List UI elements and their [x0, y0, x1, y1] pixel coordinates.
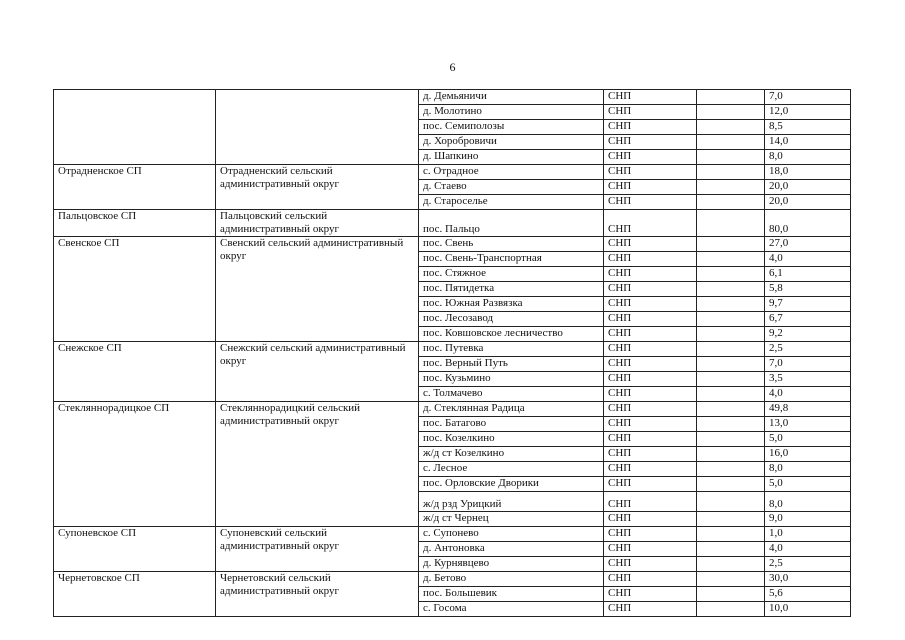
table-row [54, 402, 851, 417]
type-cell: СНП [604, 312, 697, 327]
district-cell: Чернетовский сельский административный округ [216, 572, 419, 617]
value-cell: 8,0 [765, 492, 851, 512]
table-row [54, 210, 851, 237]
table-row [54, 572, 851, 587]
empty-cell [697, 282, 765, 297]
value-cell: 49,8 [765, 402, 851, 417]
type-cell: СНП [604, 210, 697, 237]
type-cell: СНП [604, 252, 697, 267]
type-cell: СНП [604, 180, 697, 195]
settlement-cell: с. Госома [419, 602, 604, 617]
municipality-cell: Пальцовское СП [54, 210, 216, 237]
empty-cell [697, 342, 765, 357]
value-cell: 3,5 [765, 372, 851, 387]
empty-cell [697, 195, 765, 210]
district-cell: Отрадненский сельский административный округ [216, 165, 419, 210]
settlement-cell: пос. Орловские Дворики [419, 477, 604, 492]
empty-cell [697, 180, 765, 195]
empty-cell [697, 512, 765, 527]
type-cell: СНП [604, 120, 697, 135]
settlement-cell: д. Шапкино [419, 150, 604, 165]
type-cell: СНП [604, 327, 697, 342]
settlement-cell: пос. Свень [419, 237, 604, 252]
settlement-cell: пос. Большевик [419, 587, 604, 602]
empty-cell [697, 557, 765, 572]
settlement-cell: пос. Пальцо [419, 210, 604, 237]
value-cell: 4,0 [765, 542, 851, 557]
empty-cell [697, 477, 765, 492]
type-cell: СНП [604, 357, 697, 372]
empty-cell [697, 237, 765, 252]
settlement-cell: д. Антоновка [419, 542, 604, 557]
type-cell: СНП [604, 527, 697, 542]
type-cell: СНП [604, 297, 697, 312]
value-cell: 20,0 [765, 180, 851, 195]
type-cell: СНП [604, 572, 697, 587]
settlement-cell: пос. Стяжное [419, 267, 604, 282]
empty-cell [697, 462, 765, 477]
page-number: 6 [449, 60, 456, 74]
value-cell: 4,0 [765, 387, 851, 402]
settlement-cell: д. Староселье [419, 195, 604, 210]
value-cell: 2,5 [765, 342, 851, 357]
empty-cell [697, 417, 765, 432]
settlement-cell: пос. Путевка [419, 342, 604, 357]
type-cell: СНП [604, 557, 697, 572]
value-cell: 8,0 [765, 462, 851, 477]
type-cell: СНП [604, 237, 697, 252]
municipality-cell: Свенское СП [54, 237, 216, 342]
value-cell: 8,0 [765, 150, 851, 165]
value-cell: 2,5 [765, 557, 851, 572]
settlement-cell: пос. Верный Путь [419, 357, 604, 372]
empty-cell [697, 297, 765, 312]
empty-cell [697, 105, 765, 120]
empty-cell [697, 357, 765, 372]
settlement-cell: пос. Пятидетка [419, 282, 604, 297]
settlement-cell: д. Демьяничи [419, 90, 604, 105]
type-cell: СНП [604, 387, 697, 402]
empty-cell [697, 327, 765, 342]
type-cell: СНП [604, 342, 697, 357]
settlement-cell: ж/д ст Козелкино [419, 447, 604, 462]
value-cell: 4,0 [765, 252, 851, 267]
type-cell: СНП [604, 150, 697, 165]
type-cell: СНП [604, 477, 697, 492]
settlement-cell: д. Курнявцево [419, 557, 604, 572]
value-cell: 5,0 [765, 477, 851, 492]
empty-cell [697, 312, 765, 327]
empty-cell [697, 387, 765, 402]
value-cell: 5,0 [765, 432, 851, 447]
type-cell: СНП [604, 105, 697, 120]
value-cell: 10,0 [765, 602, 851, 617]
type-cell: СНП [604, 542, 697, 557]
value-cell: 1,0 [765, 527, 851, 542]
settlement-cell: с. Лесное [419, 462, 604, 477]
district-cell: Снежский сельский административный округ [216, 342, 419, 402]
municipality-cell: Стекляннорадицкое СП [54, 402, 216, 527]
value-cell: 18,0 [765, 165, 851, 180]
value-cell: 9,7 [765, 297, 851, 312]
table-row [54, 165, 851, 180]
value-cell: 7,0 [765, 90, 851, 105]
value-cell: 30,0 [765, 572, 851, 587]
settlement-cell: пос. Ковшовское лесничество [419, 327, 604, 342]
settlement-cell: пос. Батагово [419, 417, 604, 432]
value-cell: 80,0 [765, 210, 851, 237]
empty-cell [697, 210, 765, 237]
settlement-cell: пос. Южная Развязка [419, 297, 604, 312]
municipality-cell [54, 90, 216, 165]
value-cell: 27,0 [765, 237, 851, 252]
empty-cell [697, 587, 765, 602]
settlement-cell: д. Стеклянная Радица [419, 402, 604, 417]
value-cell: 14,0 [765, 135, 851, 150]
empty-cell [697, 572, 765, 587]
type-cell: СНП [604, 447, 697, 462]
empty-cell [697, 602, 765, 617]
municipality-cell: Снежское СП [54, 342, 216, 402]
type-cell: СНП [604, 282, 697, 297]
value-cell: 16,0 [765, 447, 851, 462]
type-cell: СНП [604, 402, 697, 417]
empty-cell [697, 372, 765, 387]
type-cell: СНП [604, 267, 697, 282]
empty-cell [697, 402, 765, 417]
settlement-cell: пос. Козелкино [419, 432, 604, 447]
type-cell: СНП [604, 417, 697, 432]
type-cell: СНП [604, 462, 697, 477]
value-cell: 12,0 [765, 105, 851, 120]
empty-cell [697, 90, 765, 105]
type-cell: СНП [604, 372, 697, 387]
empty-cell [697, 527, 765, 542]
settlement-cell: д. Молотино [419, 105, 604, 120]
empty-cell [697, 135, 765, 150]
district-cell: Свенский сельский административный округ [216, 237, 419, 342]
municipality-cell: Супоневское СП [54, 527, 216, 572]
settlement-cell: пос. Свень-Транспортная [419, 252, 604, 267]
settlement-cell: пос. Кузьмино [419, 372, 604, 387]
value-cell: 9,0 [765, 512, 851, 527]
district-cell: Супоневский сельский административный округ [216, 527, 419, 572]
value-cell: 20,0 [765, 195, 851, 210]
type-cell: СНП [604, 432, 697, 447]
settlement-cell: д. Бетово [419, 572, 604, 587]
table-row [54, 237, 851, 252]
settlement-cell: ж/д рзд Урицкий [419, 492, 604, 512]
settlement-cell: с. Супонево [419, 527, 604, 542]
district-cell: Пальцовский сельский административный округ [216, 210, 419, 237]
type-cell: СНП [604, 165, 697, 180]
settlement-cell: пос. Семиполозы [419, 120, 604, 135]
value-cell: 9,2 [765, 327, 851, 342]
value-cell: 7,0 [765, 357, 851, 372]
type-cell: СНП [604, 587, 697, 602]
empty-cell [697, 150, 765, 165]
type-cell: СНП [604, 135, 697, 150]
settlement-cell: ж/д ст Чернец [419, 512, 604, 527]
municipality-cell: Отрадненское СП [54, 165, 216, 210]
table-row [54, 90, 851, 105]
table-row [54, 527, 851, 542]
empty-cell [697, 447, 765, 462]
empty-cell [697, 165, 765, 180]
value-cell: 13,0 [765, 417, 851, 432]
empty-cell [697, 267, 765, 282]
settlement-cell: с. Отрадное [419, 165, 604, 180]
settlement-cell: д. Стаево [419, 180, 604, 195]
settlement-cell: с. Толмачево [419, 387, 604, 402]
settlement-cell: пос. Лесозавод [419, 312, 604, 327]
value-cell: 5,8 [765, 282, 851, 297]
empty-cell [697, 120, 765, 135]
value-cell: 8,5 [765, 120, 851, 135]
value-cell: 5,6 [765, 587, 851, 602]
empty-cell [697, 432, 765, 447]
empty-cell [697, 252, 765, 267]
district-cell: Стекляннорадицкий сельский административный округ [216, 402, 419, 527]
type-cell: СНП [604, 602, 697, 617]
empty-cell [697, 492, 765, 512]
settlement-cell: д. Хоробровичи [419, 135, 604, 150]
empty-cell [697, 542, 765, 557]
type-cell: СНП [604, 90, 697, 105]
type-cell: СНП [604, 195, 697, 210]
value-cell: 6,7 [765, 312, 851, 327]
municipality-cell: Чернетовское СП [54, 572, 216, 617]
table-row [54, 342, 851, 357]
type-cell: СНП [604, 512, 697, 527]
district-cell [216, 90, 419, 165]
settlements-table-body [54, 90, 851, 617]
value-cell: 6,1 [765, 267, 851, 282]
type-cell: СНП [604, 492, 697, 512]
settlements-table [53, 89, 851, 617]
